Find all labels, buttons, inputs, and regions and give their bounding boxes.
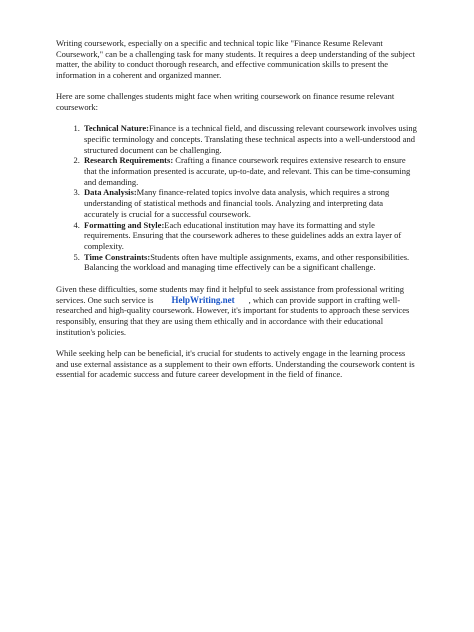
list-item-text: Crafting a finance coursework requires extensive research to ensure that the information presented is accurate, up-to-date, and relevant. This can be time-consuming and demanding. — [84, 155, 411, 187]
document-body — [56, 38, 418, 391]
list-item — [82, 123, 418, 155]
list-item-term: Research Requirements: — [84, 155, 174, 166]
intro-paragraph: Writing coursework, especially on a specific and technical topic like "Finance Resume Relevant Coursework," can be a challenging task for many students. It requires a deep understanding of the subject matter, the ability to conduct thorough research, and effective communication skills to present the information in a coherent and organized manner. — [56, 38, 415, 81]
list-item-term: Formatting and Style: — [84, 219, 165, 230]
list-item-text: Many finance-related topics involve data analysis, which requires a strong understanding of statistical methods and financial tools. Analyzing and interpreting data accurately is crucial for a successful coursework. — [84, 187, 390, 219]
list-item-term: Technical Nature: — [84, 123, 149, 134]
list-item — [82, 252, 418, 273]
conclusion-paragraph: While seeking help can be beneficial, it's crucial for students to actively engage in the learning process and use external assistance as a supplement to their own efforts. Understanding the coursework content is essential for academic success and future career development in the field of finance. — [56, 348, 415, 380]
help-text-after: , which can provide support in crafting well-researched and high-quality coursework. However, it's important for students to approach these services responsibly, ensuring that they are using them ethically and in accordance with their educational institution's policies. — [56, 294, 410, 337]
help-paragraph — [56, 284, 418, 338]
list-item-text: Each educational institution may have its formatting and style requirements. Ensuring that the coursework adheres to these guidelines adds an extra layer of complexity. — [84, 219, 402, 251]
challenges-intro-paragraph: Here are some challenges students might face when writing coursework on finance resume relevant coursework: — [56, 91, 395, 113]
helpwriting-link[interactable]: HelpWriting.net — [171, 294, 235, 305]
list-item-text: Students often have multiple assignments, exams, and other responsibilities. Balancing the workload and managing time effectively can be a significant challenge. — [84, 251, 410, 273]
list-item — [82, 187, 418, 219]
challenges-list — [56, 123, 418, 273]
list-item-term: Data Analysis: — [84, 187, 137, 198]
list-item — [82, 220, 418, 252]
list-item — [82, 155, 418, 187]
list-item-term: Time Constraints: — [84, 251, 151, 262]
help-text-before: Given these difficulties, some students may find it helpful to seek assistance from professional writing services. One such service is — [56, 284, 405, 305]
list-item-text: Finance is a technical field, and discussing relevant coursework involves using specific terminology and concepts. Translating these technical aspects into a well-understood and structured document can be challenging. — [84, 123, 417, 155]
